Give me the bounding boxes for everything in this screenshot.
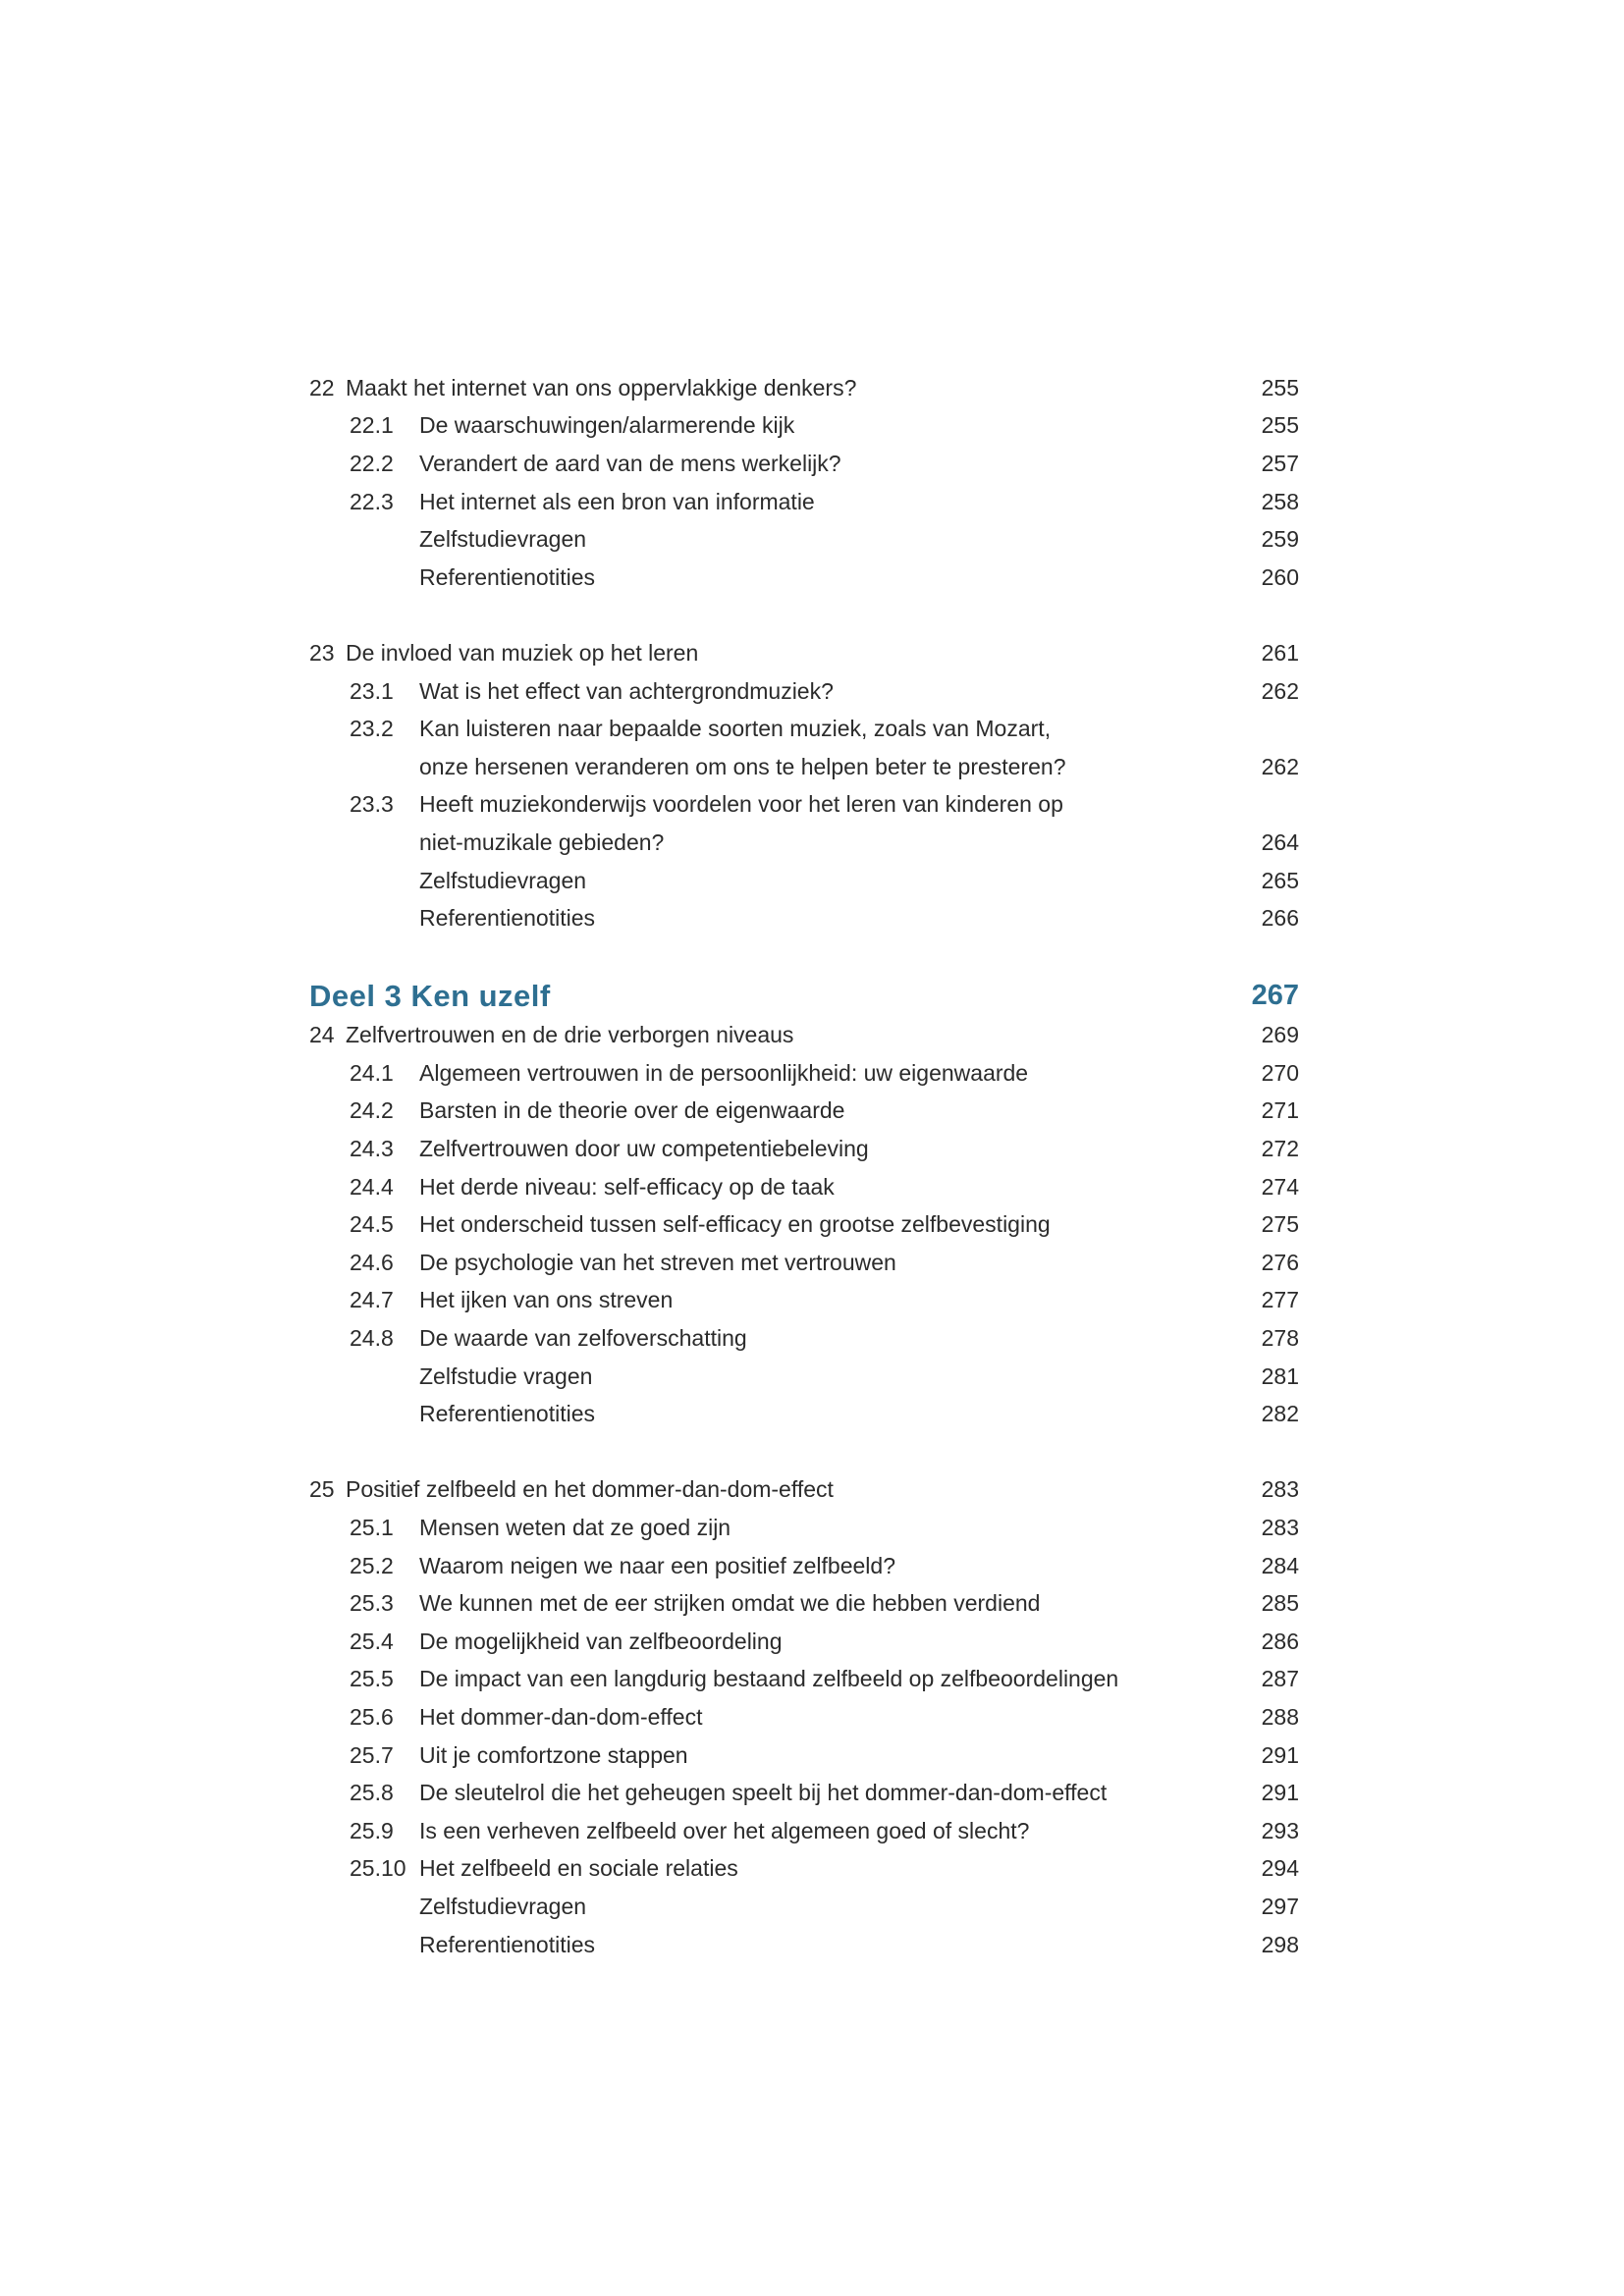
entry-title: onze hersenen veranderen om ons te helpen beter te presteren? bbox=[419, 753, 1066, 779]
entry-page-number: 293 bbox=[1261, 1817, 1299, 1843]
toc-subsection-entry bbox=[309, 1319, 1299, 1358]
entry-title: Het zelfbeeld en sociale relaties bbox=[419, 1855, 738, 1882]
entry-page-number: 272 bbox=[1261, 1136, 1299, 1162]
entry-title: De waarschuwingen/alarmerende kijk bbox=[419, 412, 795, 439]
entry-page-number: 271 bbox=[1261, 1097, 1299, 1124]
entry-title: De waarde van zelfoverschatting bbox=[419, 1325, 747, 1352]
toc-subsection-entry bbox=[309, 1054, 1299, 1093]
entry-page-number: 284 bbox=[1261, 1552, 1299, 1578]
toc-subsection-entry bbox=[309, 1509, 1299, 1547]
entry-title: Algemeen vertrouwen in de persoonlijkheid: uw eigenwaarde bbox=[419, 1059, 1029, 1086]
entry-number: 24.8 bbox=[350, 1325, 394, 1352]
toc-subsection-entry bbox=[309, 1584, 1299, 1623]
entry-title: De mogelijkheid van zelfbeoordeling bbox=[419, 1628, 783, 1654]
entry-title: Referentienotities bbox=[419, 1401, 595, 1427]
toc-chapter-entry bbox=[309, 1471, 1299, 1510]
entry-title: We kunnen met de eer strijken omdat we die hebben verdiend bbox=[419, 1590, 1041, 1617]
entry-page-number: 288 bbox=[1261, 1703, 1299, 1730]
entry-title: Uit je comfortzone stappen bbox=[419, 1741, 688, 1768]
entry-title: Zelfstudie vragen bbox=[419, 1362, 593, 1389]
entry-page-number: 255 bbox=[1261, 412, 1299, 439]
entry-title: Wat is het effect van achtergrondmuziek? bbox=[419, 677, 834, 704]
toc-subsection-entry bbox=[309, 1812, 1299, 1850]
entry-page-number: 259 bbox=[1261, 526, 1299, 553]
entry-page-number: 265 bbox=[1261, 867, 1299, 893]
toc-note-entry bbox=[309, 1358, 1299, 1396]
entry-page-number: 257 bbox=[1261, 450, 1299, 476]
toc-chapter-entry bbox=[309, 369, 1299, 407]
entry-number: 25.2 bbox=[350, 1552, 394, 1578]
entry-page-number: 275 bbox=[1261, 1211, 1299, 1238]
entry-page-number: 270 bbox=[1261, 1059, 1299, 1086]
entry-number: 25.5 bbox=[350, 1666, 394, 1692]
entry-number: 25.10 bbox=[350, 1855, 406, 1882]
entry-page-number: 261 bbox=[1261, 639, 1299, 666]
entry-title: Kan luisteren naar bepaalde soorten muziek, zoals van Mozart, bbox=[419, 716, 1052, 742]
entry-title: Verandert de aard van de mens werkelijk? bbox=[419, 450, 841, 476]
toc-subsection-entry bbox=[309, 407, 1299, 446]
entry-number: 25.8 bbox=[350, 1780, 394, 1806]
toc-note-entry bbox=[309, 862, 1299, 900]
entry-number: 24.6 bbox=[350, 1249, 394, 1275]
toc-entry-continuation bbox=[309, 748, 1299, 786]
entry-title: Zelfvertrouwen en de drie verborgen niveaus bbox=[346, 1022, 794, 1048]
entry-number: 23.2 bbox=[350, 716, 394, 742]
entry-page-number: 285 bbox=[1261, 1590, 1299, 1617]
entry-title: Barsten in de theorie over de eigenwaarde bbox=[419, 1097, 845, 1124]
toc-subsection-entry bbox=[309, 786, 1299, 825]
toc-subsection-entry bbox=[309, 1774, 1299, 1812]
toc-subsection-entry bbox=[309, 1205, 1299, 1244]
entry-page-number: 266 bbox=[1261, 905, 1299, 932]
entry-title: Waarom neigen we naar een positief zelfbeeld? bbox=[419, 1552, 895, 1578]
entry-title: Maakt het internet van ons oppervlakkige denkers? bbox=[346, 374, 857, 400]
entry-number: 25.1 bbox=[350, 1515, 394, 1541]
entry-title: Referentienotities bbox=[419, 905, 595, 932]
entry-title: Zelfvertrouwen door uw competentiebeleving bbox=[419, 1136, 869, 1162]
toc-subsection-entry bbox=[309, 1168, 1299, 1206]
entry-number: 24.2 bbox=[350, 1097, 394, 1124]
entry-title: Mensen weten dat ze goed zijn bbox=[419, 1515, 731, 1541]
entry-page-number: 281 bbox=[1261, 1362, 1299, 1389]
entry-page-number: 282 bbox=[1261, 1401, 1299, 1427]
entry-number: 24.5 bbox=[350, 1211, 394, 1238]
entry-number: 22.1 bbox=[350, 412, 394, 439]
entry-page-number: 255 bbox=[1261, 374, 1299, 400]
entry-number: 24.1 bbox=[350, 1059, 394, 1086]
toc-subsection-entry bbox=[309, 1244, 1299, 1282]
entry-title: De impact van een langdurig bestaand zelfbeeld op zelfbeoordelingen bbox=[419, 1666, 1119, 1692]
toc-subsection-entry bbox=[309, 1661, 1299, 1699]
part-title: Deel 3 Ken uzelf bbox=[309, 978, 551, 1013]
entry-title: Positief zelfbeeld en het dommer-dan-dom-effect bbox=[346, 1476, 834, 1503]
toc-subsection-entry bbox=[309, 1282, 1299, 1320]
toc-chapter-entry bbox=[309, 1017, 1299, 1055]
toc-chapter-entry bbox=[309, 634, 1299, 672]
entry-number: 23.1 bbox=[350, 677, 394, 704]
entry-number: 22.3 bbox=[350, 488, 394, 514]
entry-page-number: 294 bbox=[1261, 1855, 1299, 1882]
entry-title: Zelfstudievragen bbox=[419, 1893, 587, 1919]
entry-page-number: 277 bbox=[1261, 1287, 1299, 1313]
toc-subsection-entry bbox=[309, 710, 1299, 748]
section-spacer bbox=[309, 937, 1299, 976]
entry-page-number: 297 bbox=[1261, 1893, 1299, 1919]
toc-note-entry bbox=[309, 520, 1299, 559]
entry-page-number: 287 bbox=[1261, 1666, 1299, 1692]
toc-entry-continuation bbox=[309, 824, 1299, 862]
entry-title: Het onderscheid tussen self-efficacy en grootse zelfbevestiging bbox=[419, 1211, 1051, 1238]
table-of-contents bbox=[309, 369, 1299, 1963]
entry-page-number: 291 bbox=[1261, 1780, 1299, 1806]
toc-note-entry bbox=[309, 1395, 1299, 1433]
toc-note-entry bbox=[309, 1926, 1299, 1964]
toc-subsection-entry bbox=[309, 1623, 1299, 1661]
entry-page-number: 298 bbox=[1261, 1931, 1299, 1957]
entry-number: 25.7 bbox=[350, 1741, 394, 1768]
entry-title: De sleutelrol die het geheugen speelt bij het dommer-dan-dom-effect bbox=[419, 1780, 1108, 1806]
entry-title: Is een verheven zelfbeeld over het algemeen goed of slecht? bbox=[419, 1817, 1030, 1843]
toc-subsection-entry bbox=[309, 672, 1299, 711]
entry-title: Het ijken van ons streven bbox=[419, 1287, 674, 1313]
entry-number: 22.2 bbox=[350, 450, 394, 476]
entry-page-number: 276 bbox=[1261, 1249, 1299, 1275]
toc-subsection-entry bbox=[309, 1130, 1299, 1168]
entry-number: 23.3 bbox=[350, 791, 394, 818]
entry-page-number: 274 bbox=[1261, 1173, 1299, 1200]
entry-page-number: 262 bbox=[1261, 677, 1299, 704]
entry-page-number: 269 bbox=[1261, 1022, 1299, 1048]
entry-page-number: 262 bbox=[1261, 753, 1299, 779]
entry-title: Het dommer-dan-dom-effect bbox=[419, 1703, 703, 1730]
entry-number: 25.4 bbox=[350, 1628, 394, 1654]
toc-note-entry bbox=[309, 899, 1299, 937]
entry-number: 25.9 bbox=[350, 1817, 394, 1843]
part-page-number: 267 bbox=[1251, 980, 1299, 1011]
toc-note-entry bbox=[309, 1888, 1299, 1926]
section-spacer bbox=[309, 1433, 1299, 1471]
entry-page-number: 278 bbox=[1261, 1325, 1299, 1352]
entry-page-number: 283 bbox=[1261, 1515, 1299, 1541]
toc-subsection-entry bbox=[309, 483, 1299, 521]
entry-title: niet-muzikale gebieden? bbox=[419, 828, 665, 855]
toc-subsection-entry bbox=[309, 1736, 1299, 1775]
entry-number: 24.4 bbox=[350, 1173, 394, 1200]
toc-part-heading bbox=[309, 976, 1299, 1017]
entry-number: 25.6 bbox=[350, 1703, 394, 1730]
entry-number: 24.7 bbox=[350, 1287, 394, 1313]
entry-title: Referentienotities bbox=[419, 563, 595, 590]
entry-number: 23 bbox=[309, 639, 335, 666]
entry-page-number: 258 bbox=[1261, 488, 1299, 514]
entry-number: 24 bbox=[309, 1022, 335, 1048]
toc-subsection-entry bbox=[309, 445, 1299, 483]
entry-page-number: 291 bbox=[1261, 1741, 1299, 1768]
entry-page-number: 286 bbox=[1261, 1628, 1299, 1654]
toc-subsection-entry bbox=[309, 1547, 1299, 1585]
entry-title: Het derde niveau: self-efficacy op de taak bbox=[419, 1173, 835, 1200]
section-spacer bbox=[309, 597, 1299, 635]
entry-page-number: 283 bbox=[1261, 1476, 1299, 1503]
entry-title: De psychologie van het streven met vertrouwen bbox=[419, 1249, 896, 1275]
entry-title: Heeft muziekonderwijs voordelen voor het leren van kinderen op bbox=[419, 791, 1063, 818]
entry-title: Referentienotities bbox=[419, 1931, 595, 1957]
entry-page-number: 260 bbox=[1261, 563, 1299, 590]
toc-subsection-entry bbox=[309, 1093, 1299, 1131]
entry-number: 22 bbox=[309, 374, 335, 400]
entry-title: Het internet als een bron van informatie bbox=[419, 488, 815, 514]
entry-title: De invloed van muziek op het leren bbox=[346, 639, 699, 666]
entry-page-number: 264 bbox=[1261, 828, 1299, 855]
entry-number: 24.3 bbox=[350, 1136, 394, 1162]
toc-subsection-entry bbox=[309, 1698, 1299, 1736]
entry-number: 25.3 bbox=[350, 1590, 394, 1617]
toc-subsection-entry bbox=[309, 1850, 1299, 1889]
entry-title: Zelfstudievragen bbox=[419, 867, 587, 893]
entry-title: Zelfstudievragen bbox=[419, 526, 587, 553]
toc-note-entry bbox=[309, 559, 1299, 597]
entry-number: 25 bbox=[309, 1476, 335, 1503]
